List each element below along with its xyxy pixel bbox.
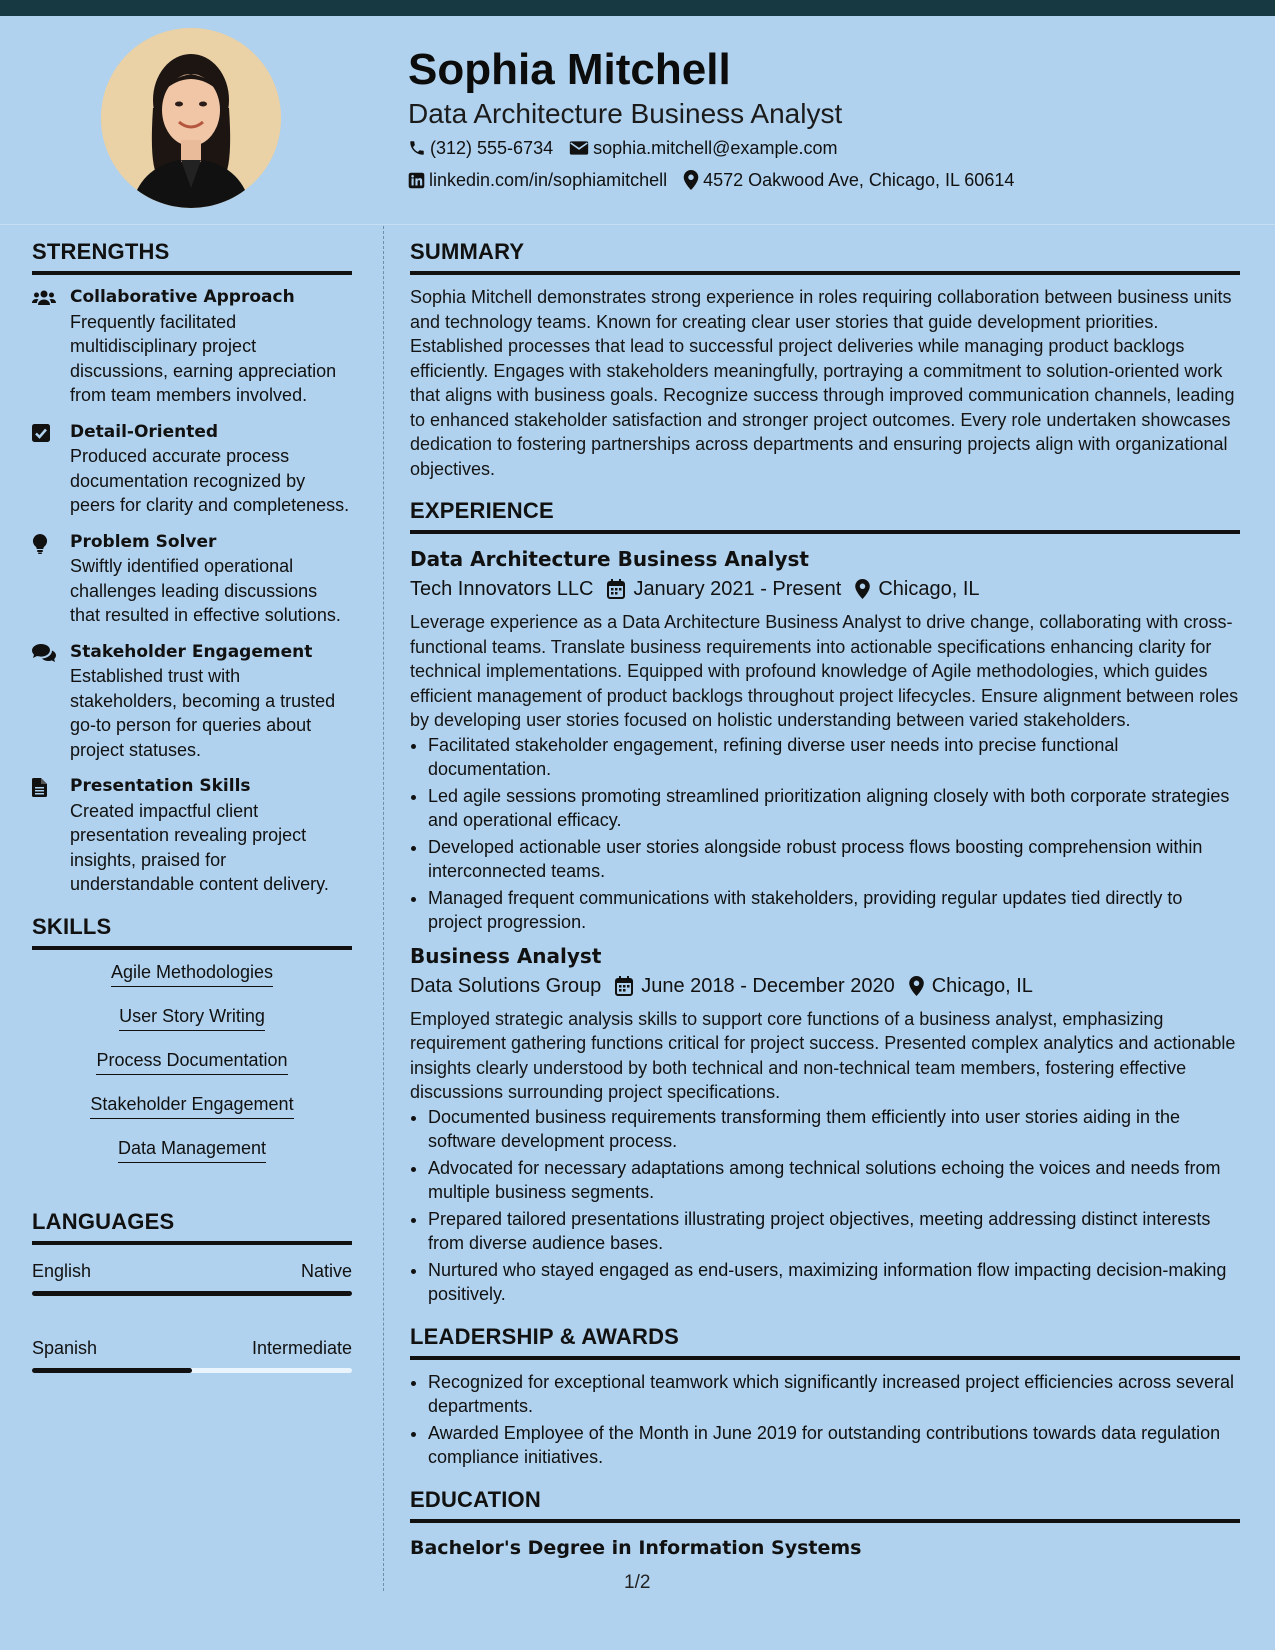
strength-description: Swiftly identified operational challenges leading discussions that resulted in effective solutions. bbox=[70, 556, 341, 625]
candidate-title: Data Architecture Business Analyst bbox=[408, 98, 843, 129]
column-divider bbox=[383, 226, 384, 1591]
strength-item bbox=[32, 774, 352, 897]
map-pin-icon bbox=[855, 579, 870, 599]
profile-photo bbox=[101, 28, 281, 208]
strength-description: Created impactful client presentation revealing project insights, praised for understandable content delivery. bbox=[70, 800, 329, 894]
language-row bbox=[32, 1336, 352, 1360]
job-title: Data Architecture Business Analyst bbox=[410, 547, 809, 571]
strengths-heading: STRENGTHS bbox=[32, 236, 352, 275]
skill-tag: Process Documentation bbox=[96, 1048, 287, 1075]
strength-title: Collaborative Approach bbox=[70, 287, 295, 307]
job-meta bbox=[410, 574, 1240, 604]
job-dates-text: June 2018 - December 2020 bbox=[641, 974, 895, 997]
job-title: Business Analyst bbox=[410, 943, 602, 968]
job-location bbox=[909, 971, 1033, 1001]
email-contact[interactable] bbox=[569, 132, 837, 164]
job-description: Leverage experience as a Data Architecture Business Analyst to drive change, collaborating with cross-functional teams. Translate business requirements into actionable specifications enhancing clarity for technical implementations. Equipped with profound knowledge of Agile methodologies, which guides efficient management of product backlogs throughout project lifecycles. Ensure alignment between roles by developing user stories focused on holistic understanding between varied stakeholders. bbox=[410, 612, 1239, 730]
email-text: sophia.mitchell@example.com bbox=[593, 138, 838, 158]
skill-tag: Agile Methodologies bbox=[111, 960, 273, 987]
address-contact bbox=[683, 164, 1014, 196]
map-pin-icon bbox=[683, 170, 699, 190]
education-heading: EDUCATION bbox=[410, 1484, 1240, 1523]
skills-list bbox=[32, 960, 352, 1180]
strength-item bbox=[32, 530, 352, 628]
left-column bbox=[32, 236, 352, 1413]
users-icon bbox=[32, 289, 56, 307]
language-level: Intermediate bbox=[251, 1337, 352, 1358]
job-bullet: • Managed frequent communications with stakeholders, providing regular updates tied directly to project progression. bbox=[428, 886, 1240, 935]
map-pin-icon bbox=[909, 976, 924, 996]
right-column bbox=[410, 236, 1240, 1563]
job-location bbox=[855, 574, 979, 604]
job-bullet: • Facilitated stakeholder engagement, refining diverse user needs into precise functional documentation. bbox=[428, 733, 1240, 782]
language-proficiency-bar bbox=[32, 1368, 352, 1373]
document-icon bbox=[32, 778, 47, 797]
strength-description: Frequently facilitated multidisciplinary project discussions, earning appreciation from team members involved. bbox=[70, 311, 337, 405]
language-row bbox=[32, 1259, 352, 1283]
strength-title: Detail-Oriented bbox=[70, 421, 219, 442]
contact-row-1 bbox=[408, 132, 1228, 164]
job-dates-text: January 2021 - Present bbox=[633, 578, 842, 600]
languages-list bbox=[32, 1259, 352, 1373]
checkbox-icon bbox=[32, 424, 50, 442]
language-level: Native bbox=[300, 1260, 352, 1281]
education-degree: Bachelor's Degree in Information Systems bbox=[410, 1536, 862, 1559]
calendar-icon bbox=[615, 976, 633, 996]
job-entry bbox=[410, 941, 1240, 1307]
language-proficiency-bar bbox=[32, 1291, 352, 1296]
skill-tag: Data Management bbox=[118, 1136, 266, 1163]
job-dates bbox=[615, 971, 895, 1001]
strength-title: Problem Solver bbox=[70, 531, 217, 552]
summary-heading: SUMMARY bbox=[410, 236, 1240, 275]
summary-text: Sophia Mitchell demonstrates strong experience in roles requiring collaboration between business units and technology teams. Known for creating clear user stories that guide development priorities. Established processes that lead to successful project deliveries while managing product backlogs efficiently. Engages with stakeholders meaningfully, portraying a commitment to solution-oriented work that aligns with business goals. Recognize success through improved communication channels, leading to enhanced stakeholder satisfaction and stronger project outcomes. Every role undertaken showcases dedication to fostering partnerships across departments and ensuring projects align with organizational objectives. bbox=[410, 287, 1235, 479]
strength-title: Stakeholder Engagement bbox=[70, 641, 313, 662]
job-bullets bbox=[410, 733, 1240, 935]
linkedin-text: linkedin.com/in/sophiamitchell bbox=[429, 170, 668, 190]
resume-header bbox=[408, 44, 1228, 196]
job-bullets bbox=[410, 1105, 1240, 1307]
chat-icon bbox=[32, 644, 56, 662]
job-location-text: Chicago, IL bbox=[931, 974, 1033, 997]
language-name: Spanish bbox=[32, 1337, 98, 1358]
candidate-name: Sophia Mitchell bbox=[408, 45, 731, 94]
header-divider bbox=[0, 224, 1275, 225]
job-company: Data Solutions Group bbox=[410, 974, 602, 997]
leadership-heading: LEADERSHIP & AWARDS bbox=[410, 1321, 1240, 1360]
job-bullet: • Prepared tailored presentations illustrating project objectives, meeting addressing distinct interests from diverse audience bases. bbox=[428, 1207, 1240, 1256]
job-bullet: • Led agile sessions promoting streamlined prioritization aligning closely with both corporate strategies and operational efficacy. bbox=[428, 784, 1240, 833]
job-bullet: • Nurtured who stayed engaged as end-users, maximizing information flow impacting decision-making positively. bbox=[428, 1258, 1240, 1307]
language-proficiency-fill bbox=[32, 1368, 192, 1373]
language-name: English bbox=[32, 1260, 92, 1281]
strength-description: Produced accurate process documentation recognized by peers for clarity and completeness. bbox=[70, 446, 350, 515]
job-location-text: Chicago, IL bbox=[878, 578, 980, 600]
strength-item bbox=[32, 640, 352, 763]
languages-heading: LANGUAGES bbox=[32, 1206, 352, 1245]
strength-item bbox=[32, 285, 352, 408]
skill-tag: Stakeholder Engagement bbox=[90, 1092, 293, 1119]
leadership-list bbox=[410, 1370, 1240, 1470]
job-meta bbox=[410, 971, 1240, 1001]
phone-contact[interactable] bbox=[408, 132, 553, 164]
job-company: Tech Innovators LLC bbox=[410, 578, 594, 600]
strength-description: Established trust with stakeholders, becoming a trusted go-to person for queries about project statuses. bbox=[70, 666, 336, 760]
skill-tag: User Story Writing bbox=[119, 1004, 265, 1031]
job-entry bbox=[410, 544, 1240, 935]
top-bar bbox=[0, 0, 1275, 16]
linkedin-contact[interactable] bbox=[408, 164, 667, 196]
contact-row-2 bbox=[408, 164, 1228, 196]
address-text: 4572 Oakwood Ave, Chicago, IL 60614 bbox=[703, 170, 1015, 190]
leadership-item: • Recognized for exceptional teamwork which significantly increased project efficiencies across several departments. bbox=[428, 1370, 1240, 1419]
phone-text: (312) 555-6734 bbox=[430, 138, 554, 158]
calendar-icon bbox=[607, 579, 625, 599]
linkedin-icon bbox=[408, 172, 425, 189]
job-bullet: • Developed actionable user stories alongside robust process flows boosting comprehension within interconnected teams. bbox=[428, 835, 1240, 884]
envelope-icon bbox=[569, 139, 589, 157]
job-description: Employed strategic analysis skills to support core functions of a business analyst, emphasizing requirement gathering functions critical for project success. Presented complex analytics and actionable insights clearly understood by both technical and non-technical team members, fostering effective discussions surrounding project specifications. bbox=[410, 1008, 1236, 1102]
strength-title: Presentation Skills bbox=[70, 776, 251, 796]
leadership-item: • Awarded Employee of the Month in June 2019 for outstanding contributions towards data regulation compliance initiatives. bbox=[428, 1421, 1240, 1470]
job-bullet: • Documented business requirements transforming them efficiently into user stories aiding in the software development process. bbox=[428, 1105, 1240, 1154]
job-dates bbox=[607, 574, 841, 604]
skills-heading: SKILLS bbox=[32, 911, 352, 950]
page-number: 1/2 bbox=[624, 1572, 651, 1593]
job-bullet: • Advocated for necessary adaptations among technical solutions echoing the voices and needs from multiple business segments. bbox=[428, 1156, 1240, 1205]
phone-icon bbox=[408, 139, 426, 157]
strength-item bbox=[32, 420, 352, 518]
language-proficiency-fill bbox=[32, 1291, 352, 1296]
experience-heading: EXPERIENCE bbox=[410, 495, 1240, 534]
lightbulb-icon bbox=[32, 534, 48, 554]
